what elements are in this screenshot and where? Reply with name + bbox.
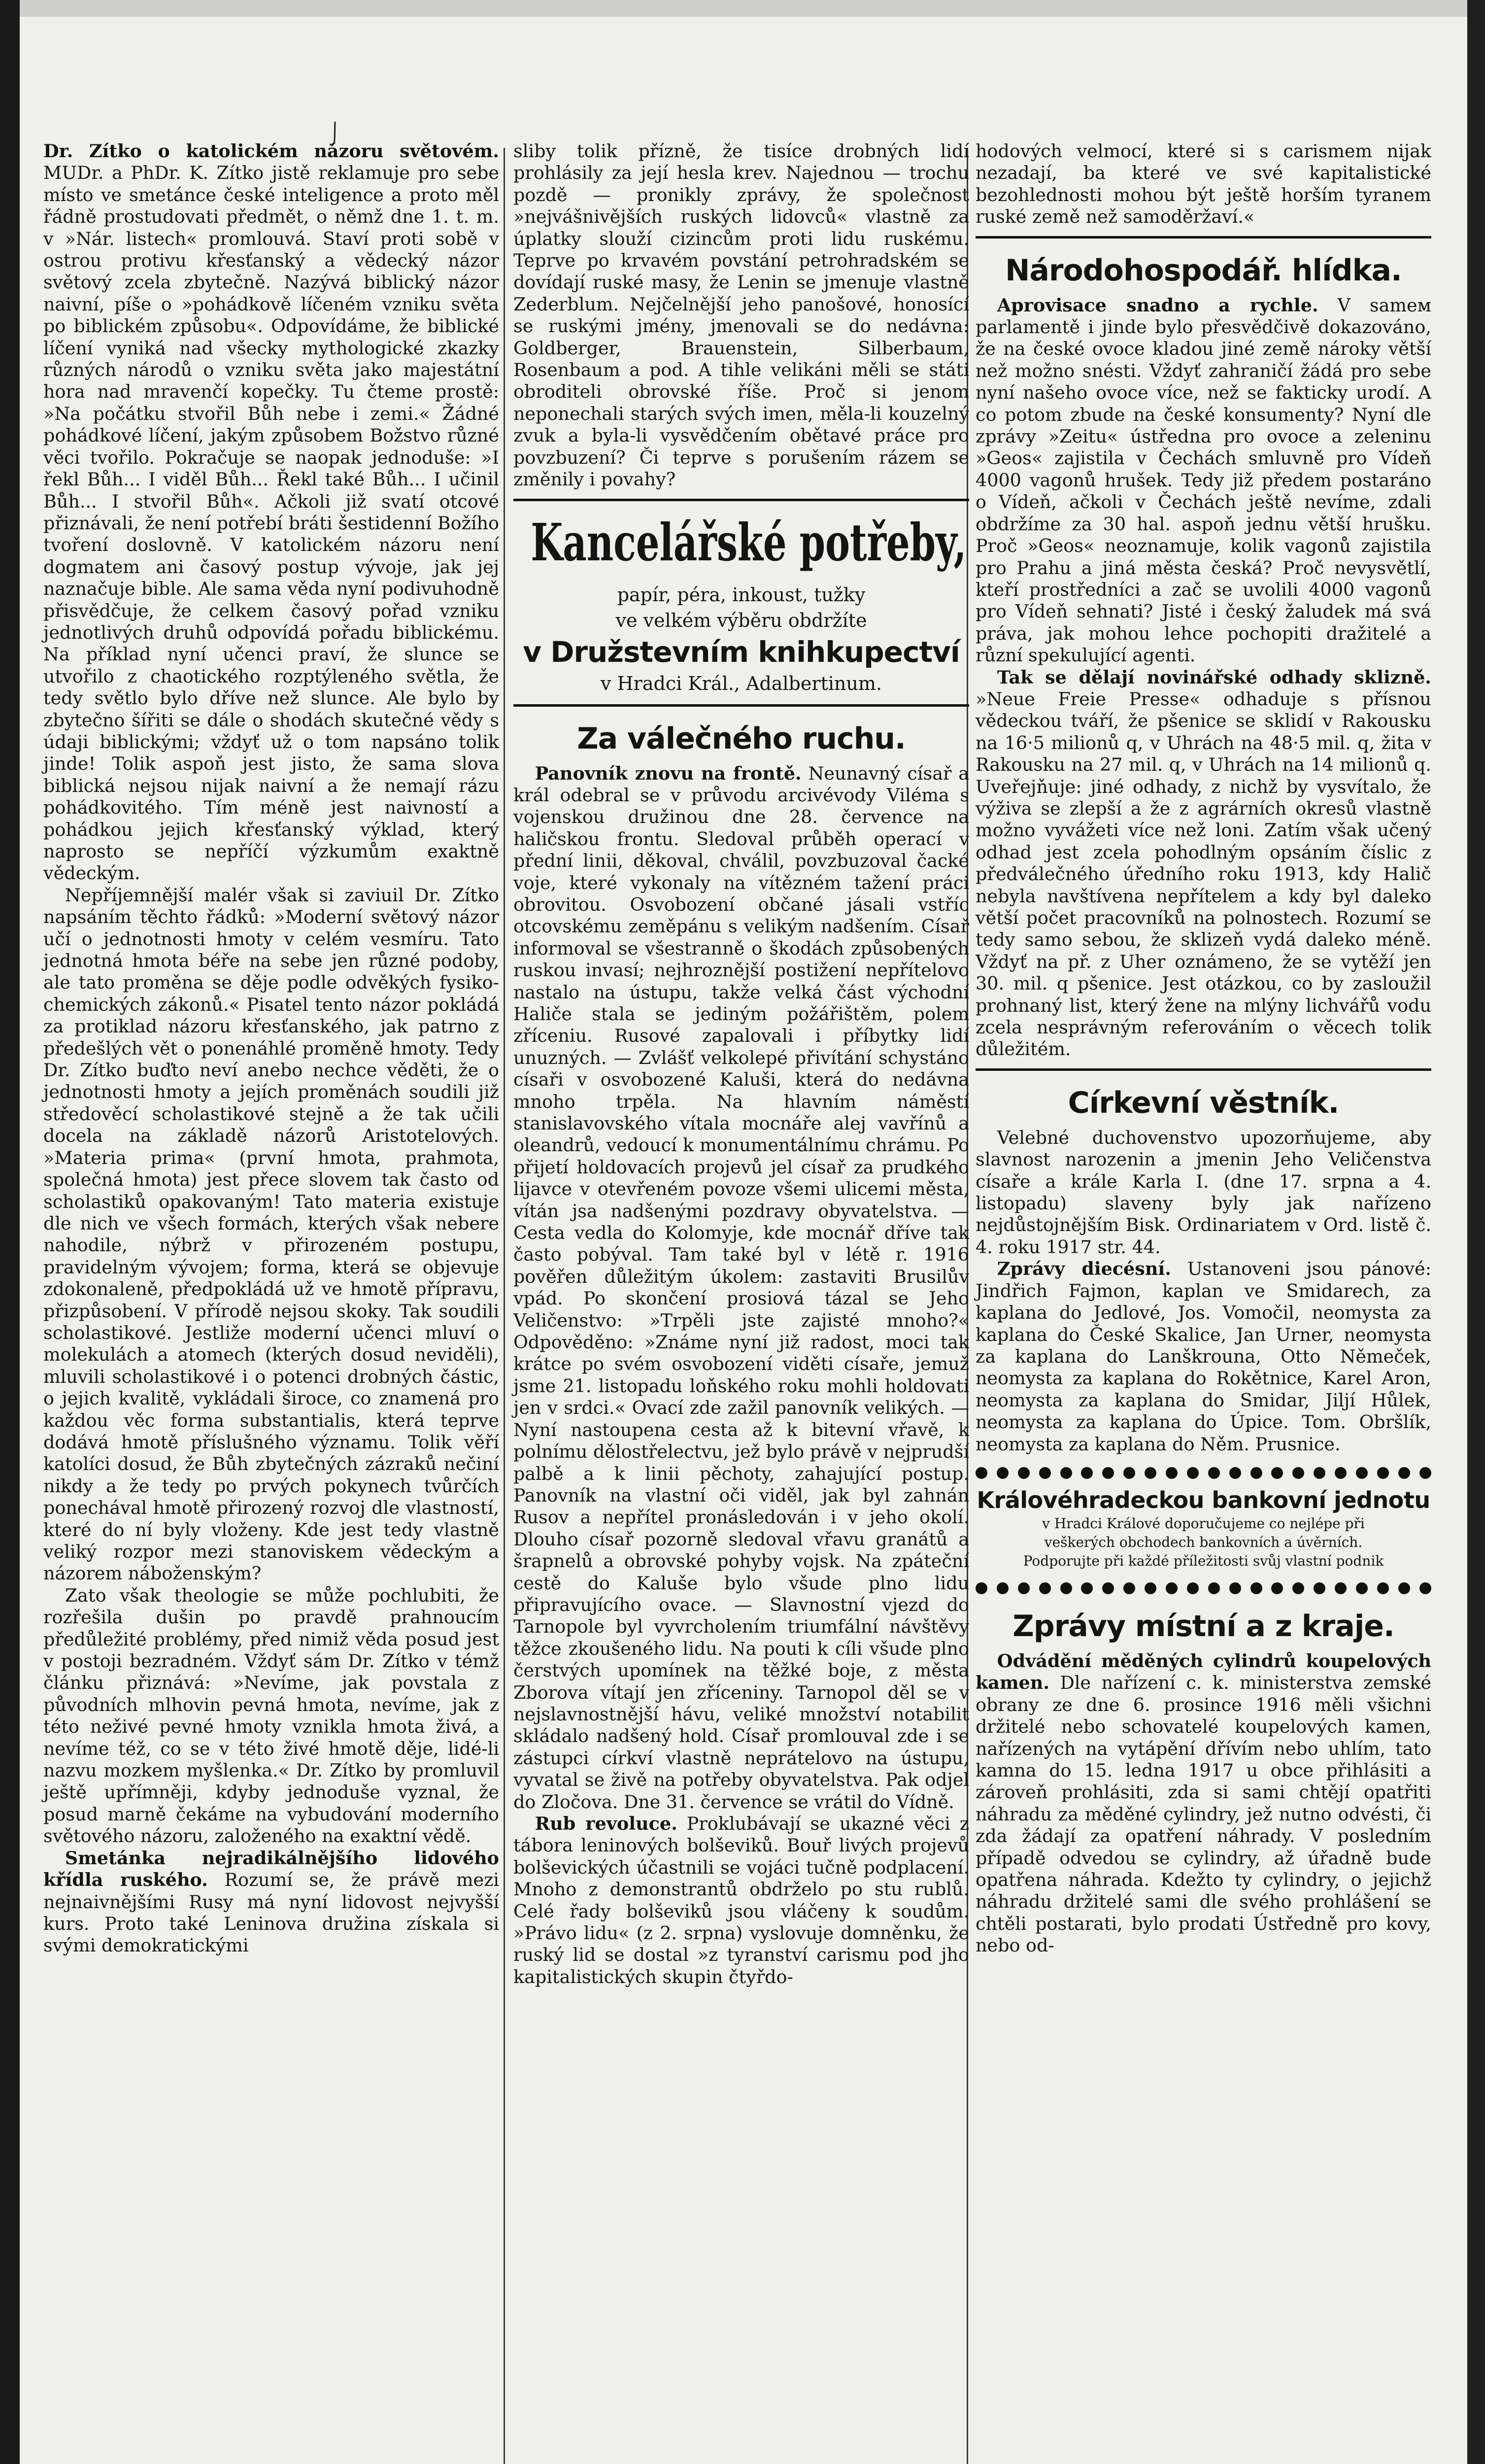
advertisement xyxy=(513,513,969,696)
bank-text: Podporujte při každé příležitosti svůj vlastní podnik xyxy=(1023,1552,1384,1569)
article-text: Nepříjemnější malér však si zaviuil Dr. Zítko napsáním těchto řádků: »Moderní světový názor učí o jednotnosti hmoty v celém vesmíru. Tato jednotná hmota béře na sebe jen různé podoby, ale tato proměna se děje podle odvěkých fysiko-chemických zákonů.« Pisatel tento názor pokládá za protiklad názoru křesťanského, jak patrno z předešlých vět o ponenáhlé proměně hmoty. Tedy Dr. Zítko buďto neví anebo nechce věděti, že o jednotnosti hmoty a jejích proměnách soudili již středověcí scholastikové stejně a že tak učili docela na základě názorů Aristotelových. »Materia prima« (první hmota, prahmota, společná hmota) jest přece slovem tak často od scholastiků opakovaným! Tato materia existuje dle nich ve všech formách, kterých však nebere nahodile, nýbrž v přirozeném postupu, pravidelným vývojem; forma, která se objevuje zdokonaleně, předpokládá už ve hmotě přípravu, přizpůsobení. V přírodě nejsou skoky. Tak soudili scholastikové. Jestliže moderní učenci mluví o molekulách a atomech (kterých dosud neviděli), mluvili scholastikové i o potenci drobných částic, o jejich kvalitě, vykládali široce, co znamená pro každou věc forma substantialis, která teprve dodává hmotě příslušného významu. Tolik věří katolíci dosud, že Bůh zbytečných zázraků nečiní nikdy a že tedy po prvých pokynech tvůrčích ponechával hmotě přirozený rozvoj dle vlastností, které do ní byly vloženy. Kde jest tedy vlastně veliký rozpor mezi stanoviskem vědeckým a názorem náboženským? xyxy=(43,884,499,1584)
page-left-edge xyxy=(0,0,20,2464)
article-paragraph xyxy=(43,885,499,1585)
divider xyxy=(513,704,969,707)
article-paragraph xyxy=(43,1585,499,1848)
dot-border xyxy=(976,1582,1431,1594)
dot-border xyxy=(976,1467,1431,1479)
bank-text: veškerých obchodech bankovních a úvěrních. xyxy=(1044,1534,1363,1550)
section-title: Za válečného ruchu. xyxy=(577,721,906,756)
article-paragraph xyxy=(513,1813,969,1988)
ad-line: papír, péra, inkoust, tužky xyxy=(617,583,866,606)
article-text: Neunavný císař a král odebral se v průvodu arcivévody Viléma s vojenskou družinou dne 28. července na haličskou frontu. Sledoval průběh operací v přední linii, děkoval, chválil, povzbuzoval čacké voje, které vykonaly na vítězném tažení práci obrovitou. Osvobození občané jásali vstříc otcovskému zeměpánu s velikým nadšením. Císař informoval se všestranně o škodách způsobených ruskou invasí; nejhroznější postižení nepřítelovo nastalo na ústupu, takže velká část východní Haliče stala se jediným požářištěm, polem zříceniu. Rusové zapalovali i příbytky lidí unuzných. — Zvlášť velkolepé přivítání schystáno císaři v osvobozené Kaluši, která do nedávna mnoho trpěla. Na hlavním náměstí stanislavovského vítala mocnáře alej vavřínů a oleandrů, vedoucí k monumentálnímu chrámu. Po přijetí holdovacích projevů jel císař za prudkého lijavce v otevřeném povoze všemi ulicemi města, vítán jsa nadšenými pozdravy obyvatelstva. — Cesta vedla do Kolomyje, kde mocnář dříve tak často pobýval. Tam také byl v létě r. 1916 pověřen důležitým úkolem: zastaviti Brusilův vpád. Po skončení prosiová tázal se Jeho Veličenstvo: »Trpěli jste zajisté mnoho?« Odpověděno: »Známe nyní již radost, moci tak krátce po svém osvobození viděti císaře, jemuž jsme 21. listopadu loňského roku mohli holdovati jen v srdci.« Ovací zde zažil panovník velikých. — Nyní nastoupena cesta až k bitevní vřavě, k polnímu dělostřelectvu, jež bylo právě v nejprudší palbě a k linii pěchoty, zahajující postup. Panovník na vlastní oči viděl, jak byl zahnán Rusov a nepřítel pronásledován i v jeho okolí. Dlouho císař pozorně sledoval vřavu granátů a šrapnelů a obrovské pohyby vojsk. Na zpáteční cestě do Kaluše bylo všude plno lidu připravujícího ovace. — Slavnostní vjezd do Tarnopole byl vyvrcholením triumfální návštěvy těžce zkoušeného lidu. Na pouti k cíli všude plno čerstvých upomínek na těžké boje, z města Zborova vítají jen zříceniny. Tarnopol děl se v nejslavnostnější hávu, veliké množství notabilit skládalo nadšený hold. Císař promlouval zde i se zástupci církví vlastně neprátelovo na ústupu, vyvatal se živě na potřeby obyvatelstva. Pak odjel do Zločova. Dne 31. července se vrátil do Vídně. xyxy=(513,762,969,1813)
divider xyxy=(513,499,969,501)
bank-text: v Hradci Králové doporučujeme co nejlépe při xyxy=(1042,1515,1365,1532)
article-paragraph xyxy=(513,763,969,1814)
section-title: Zprávy místní a z kraje. xyxy=(1012,1608,1394,1643)
article-paragraph xyxy=(976,140,1431,228)
column-rule xyxy=(504,148,505,2464)
article-paragraph xyxy=(976,295,1431,667)
page-right-edge xyxy=(1467,0,1485,2464)
article-lead: Panovník znovu na frontě. xyxy=(535,762,802,784)
article-lead: Smetánka nejradikálnějšího lidového křídla ruského. xyxy=(43,1847,499,1891)
ad-title: Kancelářské potřeby, xyxy=(531,512,967,573)
ad-address: v Hradci Král., Adalbertinum. xyxy=(601,672,882,694)
section-title: Církevní věstník. xyxy=(1068,1085,1339,1120)
article-lead: Dr. Zítko o katolickém názoru světovém. xyxy=(43,140,499,162)
article-text: Zato však theologie se může pochlubiti, že rozřešila dušin po pravdě prahnoucím předůležité problémy, před nimiž věda posud jest v postoji bezradném. Vždyť sám Dr. Zítko v témž článku přiznává: »Nevíme, jak povstala z původních mlhovin pevná hmota, nevíme, jak z této neživé pevné hmoty vznikla hmota živá, a nevíme též, co se v této živé hmotě děje, lidé-li nazvu mozkem myšlenka.« Dr. Zítko by promluvil ještě upřímněji, kdyby jednoduše vyznal, že posud marně čekáme na vybudování moderního světového názoru, založeného na exaktní vědě. xyxy=(43,1584,499,1847)
article-paragraph xyxy=(513,140,969,491)
divider xyxy=(976,236,1431,239)
article-text: hodových velmocí, které si s carismem nijak nezadají, ba které ve své kapitalistické bezohlednosti mohou být ještě horším tyranem ruské země než samoděržaví.« xyxy=(976,140,1431,228)
article-lead: Rub revoluce. xyxy=(535,1813,677,1834)
article-text: Velebné duchovenstvo upozorňujeme, aby slavnost narozenin a jmenin Jeho Veličenstva císaře a krále Karla I. (dne 17. srpna a 4. listopadu) slaveny byly jak nařízeno nejdůstojnějším Bisk. Ordinariatem v Ord. listě č. 4. roku 1917 str. 44. xyxy=(976,1127,1431,1258)
article-lead: Zprávy diecésní. xyxy=(997,1258,1171,1280)
article-paragraph xyxy=(976,1258,1431,1455)
article-paragraph xyxy=(976,667,1431,1061)
article-lead: Odvádění měděných cylindrů koupelových kamen. xyxy=(976,1650,1431,1694)
article-text: Ustanoveni jsou pánové: Jindřich Fajmon, kaplan ve Smidarech, za kaplana do Jedlové, Jos. Vomočil, neomysta za kaplana do České Skalice, Jan Urner, neomysta za kaplana do Lanškrouna, Otto Němeček, neomysta za kaplana do Rokětnice, Karel Aron, neomysta za kaplana do Smidar, Jiljí Hůlek, neomysta za kaplana do Úpice. Tom. Obršlík, neomysta za kaplana do Něm. Prusnice. xyxy=(976,1258,1432,1455)
article-lead: Aprovisace snadno a rychle. xyxy=(997,294,1318,316)
article-paragraph xyxy=(976,1127,1431,1258)
article-lead: Tak se dělají novinářské odhady sklizně. xyxy=(997,666,1431,688)
article-text: sliby tolik přízně, že tisíce drobných lidí prohlásily za její hesla krev. Najednou — trochu pozdě — pronikly zprávy, že společnost »nejvášnivějších ruských lidovců« vlastně za úplatky slouží cizincům proti lidu ruskému. Teprve po krvavém povstání petrohradském se dovídají ruské masy, že Lenin se jmenuje vlastně Zederblum. Nejčelnější jeho panošové, honosící se ruskými jmény, jmenovali se do nedávna: Goldberger, Brauenstein, Silberbaum, Rosenbaum a pod. A tihle velikáni měli se státi obroditeli obrovské říše. Proč si jenom neponechali starých svých imen, měla-li kouzelný zvuk a byla-li vysvědčením obětavé práce pro povzbuzení? Či teprve s porušením rázem se změnily i povahy? xyxy=(513,140,969,490)
article-text: MUDr. a PhDr. K. Zítko jistě reklamuje pro sebe místo ve smetánce české inteligence a proto měl řádně prostudovati předmět, o němž dne 1. t. m. v »Nár. listech« promlouvá. Staví proti sobě v ostrou protivu křesťanský a vědecký názor světový zcela zbytečně. Nazývá biblický názor naivní, píše o »pohádkově líčeném vzniku světa po biblickém způsobu«. Odpovídáme, že biblické líčení vyniká nad všecky mythologické zkazky různých národů o vzniku světa jako majestátní hora nad mravenčí kopečky. Tu čteme prostě: »Na počátku stvořil Bůh nebe i zemi.« Žádné pohádkové líčení, jakým způsobem Božstvo různé věci tvořilo. Pokračuje se naopak jednoduše: »I řekl Bůh... I viděl Bůh... Řekl také Bůh... I učinil Bůh... I stvořil Bůh«. Ačkoli již svatí otcové přiznávali, že není potřebí bráti šestidenní Božího tvoření doslovně. V katolickém názoru není dogmatem ani časový postup vývoje, jak jej naznačuje bible. Ale sama věda nyní podivuhodně přisvědčuje, že celkem časový pořad vzniku jednotlivých druhů odpovídá pořadu biblickému. Na příklad nyní učenci praví, že slunce se utvořilo z chaotického rozptýleného světla, že tedy světlo bylo dříve než slunce. Ale bylo by zbytečno šířiti se dále o shodách skutečné vědy s údaji biblickými; vždyť už o tom napsáno tolik jinde! Tolik aspoň jest jisto, že sama slova biblická nejsou nijak naivní a že nemají rázu pohádkovitého. Tím méně jest naivností a pohádkou jejich křesťanský výklad, který naprosto se nepříčí výzkumům exaktně vědeckým. xyxy=(43,162,499,884)
column-2 xyxy=(513,140,969,1988)
ad-line: ve velkém výběru obdržíte xyxy=(615,609,867,631)
article-text: Dle nařízení c. k. ministerstva zemské obrany ze dne 6. prosince 1916 měli všichni držitelé nebo schovatelé koupelových kamen, nařízených na vytápění dřívím nebo uhlím, tato kamna do 15. ledna 1917 u obce přihlásiti a zároveň prohlásiti, zda si sami chtějí opatřiti náhradu za měděné cylindry, jež nutno odvésti, či zda žádají za opatření náhrady. V posledním případě odvedou se cylindry, až úřadně bude opatřena náhrada. Kdežto ty cylindry, o jejichž náhradu držitelé sami dle svého prohlášení se chtěli postarati, bylo prodati Ústředně pro kovy, nebo od- xyxy=(976,1672,1431,1956)
article-paragraph xyxy=(43,1848,499,1957)
bank-title: Královéhradeckou bankovní jednotu xyxy=(977,1486,1430,1513)
column-1 xyxy=(43,140,499,1957)
column-3 xyxy=(976,140,1431,1957)
section-title: Národohospodář. hlídka. xyxy=(1005,253,1402,288)
article-paragraph xyxy=(976,1650,1431,1957)
article-text: »Neue Freie Presse« odhaduje s přísnou vědeckou tváří, že pšenice se sklidí v Rakousku na 16·5 milionů q, v Uhrách na 48·5 mil. q, žita v Rakousku na 27 mil. q, v Uhrách na 14 milionů q. Uveřejňuje: jiné odhady, z nichž by vysvítalo, že výživa se zlepší a že z agrárních okresů vlastně možno vyvážeti více než loni. Zatím však učený odhad jest zcela pohodlným opsáním číslic z předválečného úředního roku 1913, kdy Halič nebyla navštívena nepřítelem a kdy byl daleko větší počet pracovníků na polnostech. Rozumí se tedy samo sebou, že sklizeň vydá daleko méně. Vždyť na př. z Uher oznámeno, že se vytěží jen 30. mil. q pšenice. Jest otázkou, co by zasloužil prohnaný list, který žene na mlýny lichvářů vodu zcela nesprávným referováním o věcech tolik důležitém. xyxy=(976,688,1431,1060)
article-text: Proklubávají se ukazné věci z tábora leninových bolševiků. Bouř livých projevů bolševických účastnili se vojáci tučně podplacení. Mnoho z demonstrantů obdrželo po stu rublů. Celé řady bolševiků jsou vláčeny k soudům. »Právo lidu« (z 2. srpna) vyslovuje domněnku, že ruský lid se dostal »z tyranství carismu pod jho kapitalistických skupin čtyřdo- xyxy=(513,1813,969,1987)
article-paragraph xyxy=(43,140,499,885)
article-text: V sameм parlamentě i jinde bylo přesvědčivě dokazováno, že na české ovoce kladou jiné země nároky větší než možno snésti. Vždyť zahraničí žádá pro sebe nyní našeho ovoce více, než se fakticky urodí. A co potom zbude na české konsumenty? Nyní dle zprávy »Zeitu« ústředna pro ovoce a zeleninu »Geos« zajistila v Čechách smluvně pro Vídeň 4000 vagonů hrušek. Tedy již předem postaráno o Vídeň, ačkoli v Čechách ještě nevíme, zdali obdržíme za 30 hal. aspoň jednu větší hrušku. Proč »Geos« neoznamuje, kolik vagonů zajistila pro Prahu a jiná města česká? Proč nevysvětlí, kteří prostředníci a zač se uvolili 4000 vagonů pro Vídeň sehnati? Jisté i český žaludek má svá práva, jak mohou lehce pochopiti dražitelé a různí spekulující agenti. xyxy=(976,294,1431,666)
page-top-edge xyxy=(0,0,1485,17)
bank-advertisement xyxy=(976,1486,1431,1571)
ad-store-name: v Družstevním knihkupectví xyxy=(523,635,960,669)
divider xyxy=(976,1068,1431,1071)
article-text: Rozumí se, že právě mezi nejnaivnějšími Rusy má nyní lidovost nejvyšší kurs. Proto také Leninova družina získala si svými demokratickými xyxy=(43,1869,499,1956)
